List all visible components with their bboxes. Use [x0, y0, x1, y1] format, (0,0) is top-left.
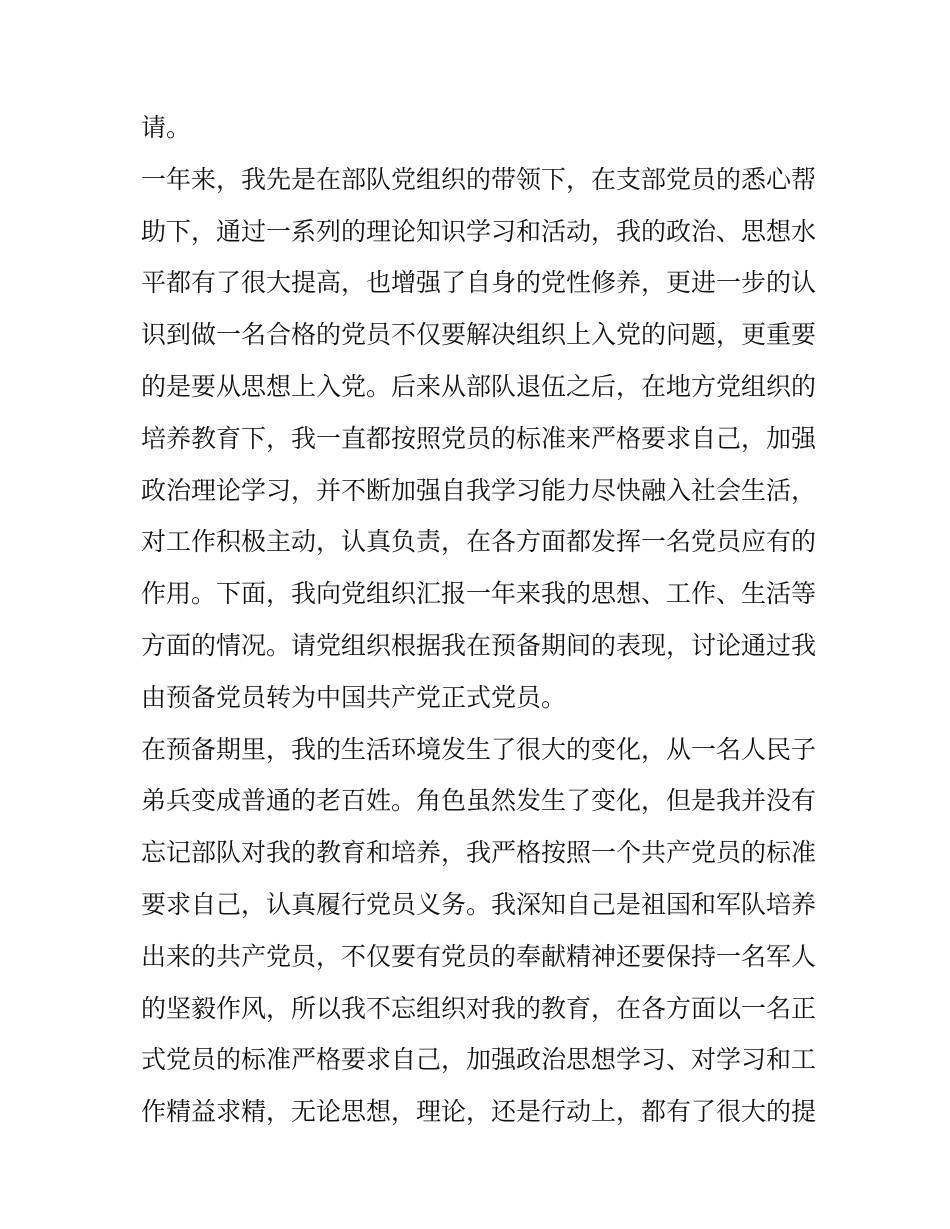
- text-line: 对工作积极主动，认真负责，在各方面都发挥一名党员应有的: [141, 527, 817, 557]
- text-line: 弟兵变成普通的老百姓。角色虽然发生了变化，但是我并没有: [141, 786, 817, 816]
- document-body: [141, 108, 821, 1144]
- text-line: 平都有了很大提高，也增强了自身的党性修养，更进一步的认: [141, 268, 817, 298]
- text-line: 请。: [141, 113, 192, 142]
- text-line: 作用。下面，我向党组织汇报一年来我的思想、工作、生活等: [141, 579, 817, 609]
- text-line: 一年来，我先是在部队党组织的带领下，在支部党员的悉心帮: [141, 164, 817, 194]
- text-line: 培养教育下，我一直都按照党员的标准来严格要求自己，加强: [141, 423, 817, 453]
- text-line: 政治理论学习，并不断加强自我学习能力尽快融入社会生活，: [141, 475, 817, 505]
- text-line: 识到做一名合格的党员不仅要解决组织上入党的问题，更重要: [141, 320, 817, 350]
- text-line: 出来的共产党员，不仅要有党员的奉献精神还要保持一名军人: [141, 941, 817, 971]
- text-line: 由预备党员转为中国共产党正式党员。: [141, 682, 567, 712]
- text-line: 方面的情况。请党组织根据我在预备期间的表现，讨论通过我: [141, 630, 817, 660]
- text-line: 在预备期里，我的生活环境发生了很大的变化，从一名人民子: [141, 734, 817, 764]
- text-line: 要求自己，认真履行党员义务。我深知自己是祖国和军队培养: [141, 889, 817, 919]
- text-line: 忘记部队对我的教育和培养，我严格按照一个共产党员的标准: [141, 838, 817, 868]
- text-line: 的是要从思想上入党。后来从部队退伍之后，在地方党组织的: [141, 371, 817, 401]
- text-line: 的坚毅作风，所以我不忘组织对我的教育，在各方面以一名正: [141, 993, 817, 1023]
- text-line: 作精益求精，无论思想，理论，还是行动上，都有了很大的提: [141, 1097, 817, 1127]
- text-line: 式党员的标准严格要求自己，加强政治思想学习、对学习和工: [141, 1045, 817, 1075]
- text-line: 助下，通过一系列的理论知识学习和活动，我的政治、思想水: [141, 216, 817, 246]
